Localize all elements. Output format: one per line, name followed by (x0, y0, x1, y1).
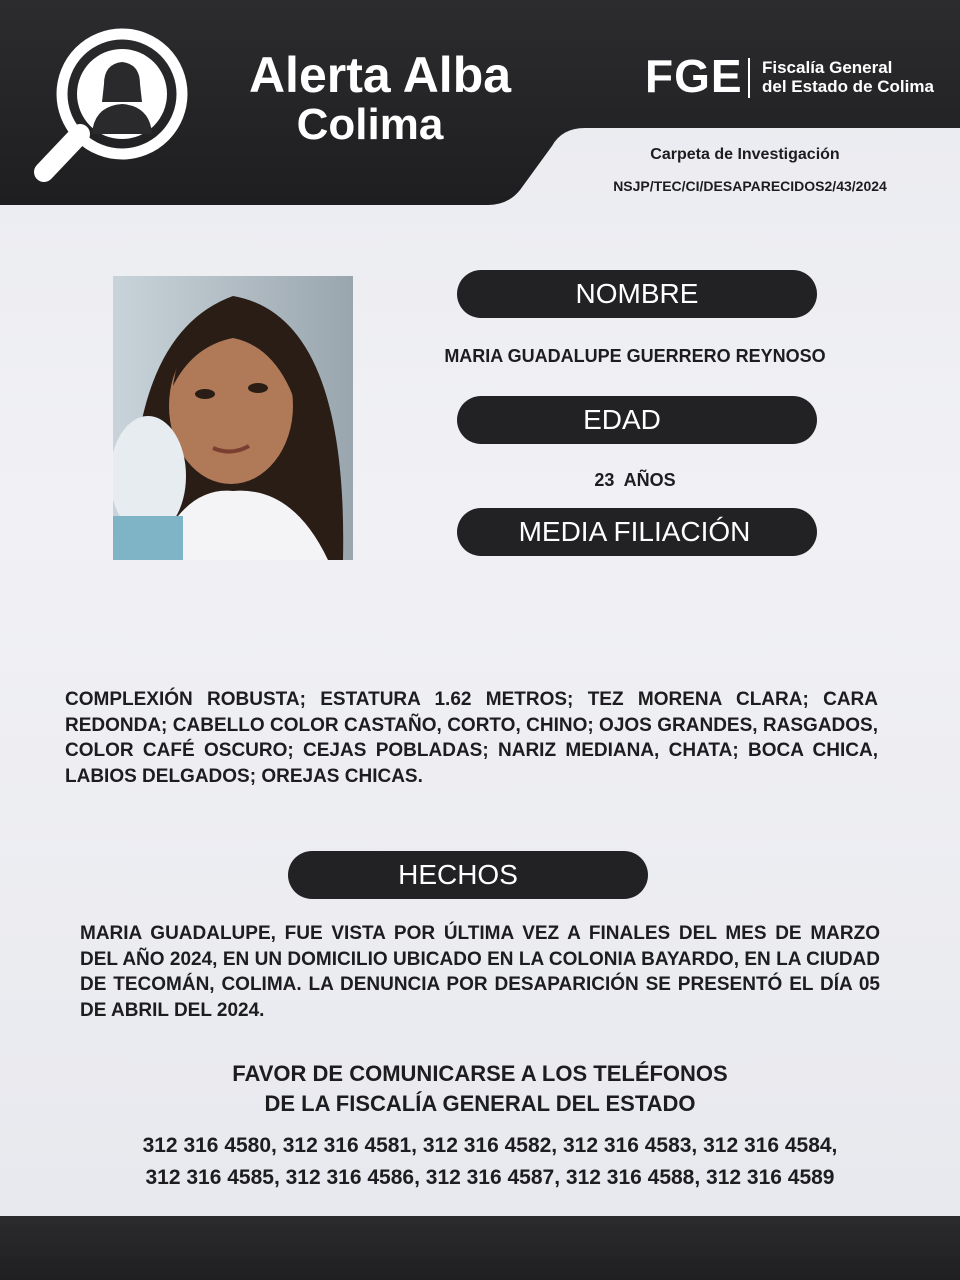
phone-list (60, 1130, 920, 1194)
magnifier-woman-icon (30, 22, 195, 187)
nombre-label-pill: NOMBRE (457, 270, 817, 318)
edad-value: 23 AÑOS (594, 470, 676, 490)
hechos-label-pill: HECHOS (288, 851, 648, 899)
fge-divider (748, 58, 750, 98)
carpeta-label: Carpeta de Investigación (650, 146, 840, 163)
edad-label-pill: EDAD (457, 396, 817, 444)
fge-name-line1: Fiscalía General (762, 58, 893, 77)
contact-line2: DE LA FISCALÍA GENERAL DEL ESTADO (264, 1091, 696, 1116)
fge-name-line2: del Estado de Colima (762, 77, 934, 96)
fge-logo-text: FGE (645, 50, 743, 102)
phones-line1: 312 316 4580, 312 316 4581, 312 316 4582, 312 316 4583, 312 316 4584, (142, 1134, 838, 1157)
phones-line2: 312 316 4585, 312 316 4586, 312 316 4587, 312 316 4588, 312 316 4589 (145, 1166, 835, 1189)
brand-title: Alerta Alba (248, 47, 512, 103)
fge-full-name (762, 58, 934, 96)
carpeta-number: NSJP/TEC/CI/DESAPARECIDOS2/43/2024 (613, 178, 887, 194)
hechos-description: MARIA GUADALUPE, FUE VISTA POR ÚLTIMA VEZ A FINALES DEL MES DE MARZO DEL AÑO 2024, EN UN DOMICILIO UBICADO EN LA COLONIA BAYARDO, EN LA CIUDAD DE TECOMÁN, COLIMA. LA DENUNCIA POR DESAPARICIÓN SE PRESENTÓ EL DÍA 05 DE ABRIL DEL 2024. (80, 923, 880, 1021)
brand-subtitle: Colima (296, 100, 444, 149)
filiacion-label-pill: MEDIA FILIACIÓN (457, 508, 817, 556)
footer-bar (0, 1216, 960, 1280)
missing-person-photo (113, 276, 353, 560)
nombre-value: MARIA GUADALUPE GUERRERO REYNOSO (444, 346, 826, 366)
contact-line1: FAVOR DE COMUNICARSE A LOS TELÉFONOS (232, 1061, 728, 1086)
filiacion-description: COMPLEXIÓN ROBUSTA; ESTATURA 1.62 METROS; TEZ MORENA CLARA; CARA REDONDA; CABELLO COLOR CASTAÑO, CORTO, CHINO; OJOS GRANDES, RASGADOS, COLOR CAFÉ OSCURO; CEJAS POBLADAS; NARIZ MEDIANA, CHATA; BOCA CHICA, LABIOS DELGADOS; OREJAS CHICAS. (65, 689, 878, 787)
